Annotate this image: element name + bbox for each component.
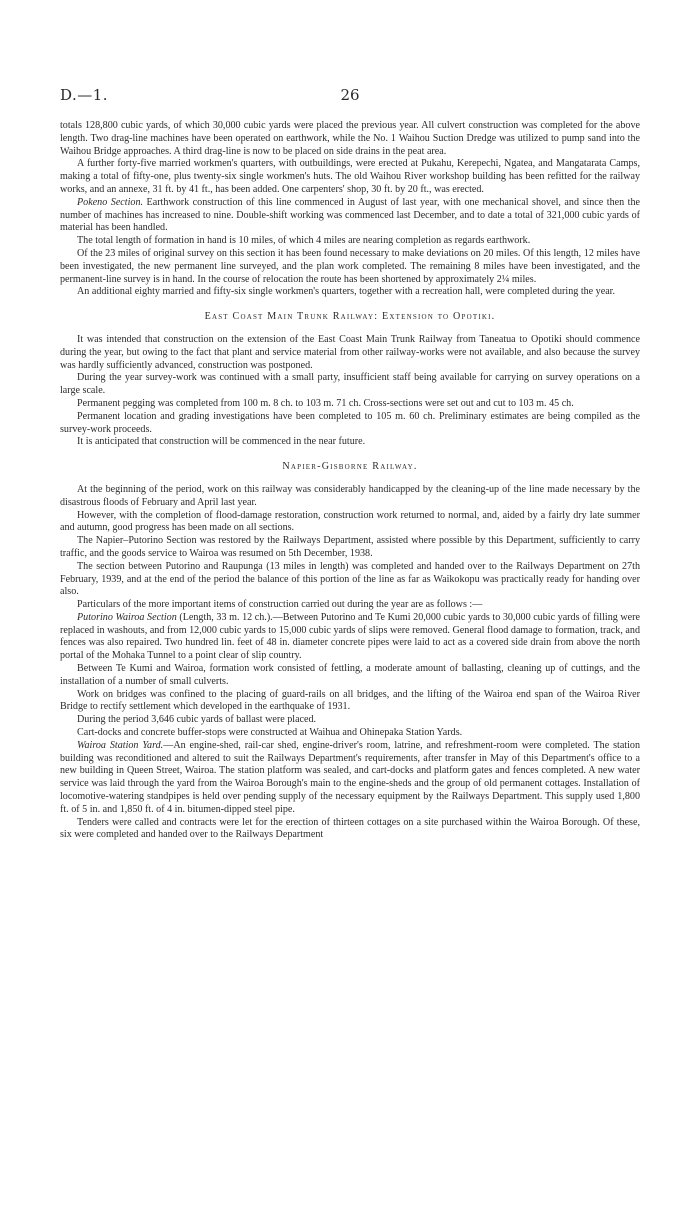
paragraph: Between Te Kumi and Wairoa, formation work consisted of fettling, a moderate amount of ballasting, cleaning up of cuttings, and the installation of a number of small culverts. xyxy=(60,663,640,687)
paragraph: During the period 3,646 cubic yards of ballast were placed. xyxy=(77,714,317,726)
section-heading: East Coast Main Trunk Railway: Extension to Opotiki. xyxy=(204,311,496,323)
paragraph: A further forty-five married workmen's quarters, with outbuildings, were erected at Pukahu, Kerepechi, Ngatea, and Mangatarata Camps, making a total of fifty-one, plus twenty-six single workmen's huts. The old Waihou River workshop building has been refitted for the railway works, and an annexe, 31 ft. by 41 ft., has been added. One carpenters' shop, 30 ft. by 20 ft., was erected. xyxy=(60,158,640,195)
page-header xyxy=(60,86,640,104)
paragraph: Tenders were called and contracts were let for the erection of thirteen cottages on a site purchased within the Wairoa Borough. Of these, six were completed and handed over to the Railways Department xyxy=(60,816,640,841)
paragraph-text: (Length, 33 m. 12 ch.).—Between Putorino and Te Kumi 20,000 cubic yards to 30,000 cubic yards of filling were replaced in washouts, and from 12,000 cubic yards to 15,000 cubic yards of slips were removed. General flood damage to formation, track, and fences was also repaired. Two hundred lin. feet of 48 in. diameter concrete pipes were laid to act as a covered side drain from above the north portal of the Mohaka Tunnel to a point clear of slip country. xyxy=(60,611,640,662)
paragraph: Of the 23 miles of original survey on this section it has been found necessary to make deviations on 20 miles. Of this length, 12 miles have been investigated, the new permanent line surveyed, and the plan work completed. The remaining 8 miles have been investigated, and the permanent-line survey is in hand. In the course of relocation the route has been shortened by approximately 2¼ miles. xyxy=(60,247,640,285)
section-heading: Napier-Gisborne Railway. xyxy=(282,461,418,473)
paragraph: Work on bridges was confined to the placing of guard-rails on all bridges, and the lifting of the Wairoa end span of the Wairoa River Bridge to rectify settlement which developed in the earthquake of 1931. xyxy=(60,688,640,713)
subsection-title: Wairoa Station Yard. xyxy=(77,739,164,751)
paragraph-text: Earthwork construction of this line commenced in August of last year, with one mechanical shovel, and since then the number of machines has increased to nine. Double-shift working was commenced last December, and to date a total of 321,000 cubic yards of material has been handled. xyxy=(60,196,641,234)
page-number: 26 xyxy=(340,86,360,104)
paragraph: totals 128,800 cubic yards, of which 30,000 cubic yards were placed the previous year. All culvert construction was completed for the above length. Two drag-line machines have been operated on earthwork, while the No. 1 Waihou Suction Dredge was utilized to pump sand into the Waihou Bridge approaches. A third drag-line is now to be placed on side drains in the peat area. xyxy=(60,120,640,157)
paragraph: The section between Putorino and Raupunga (13 miles in length) was completed and handed over to the Railways Department on 27th February, 1939, and at the end of the period the balance of this portion of the line as far as Waikokopu was practically ready for handing over also. xyxy=(60,560,640,598)
paragraph xyxy=(60,612,640,663)
paragraph-text: —An engine-shed, rail-car shed, engine-driver's room, latrine, and refreshment-room were completed. The station building was reconditioned and altered to suit the Railways Department's requirements, after transfer in May of this Department's office to a new building in Queen Street, Wairoa. The station platform was sealed, and cart-docks and platform gates and fences completed. A new water service was laid through the yard from the Wairoa Borough's main to the engine-sheds and the group of old permanent cottages. Installation of locomotive-watering standpipes is held over pending supply of the necessary equipment by the Railways Department. This supply used 1,800 ft. of 5 in. and 1,850 ft. of 4 in. bitumen-dipped steel pipe. xyxy=(60,739,640,815)
paragraph: The Napier–Putorino Section was restored by the Railways Department, assisted where possible by this Department, sufficiently to carry traffic, and the goods service to Wairoa was resumed on 5th December, 1938. xyxy=(60,535,640,559)
page-body xyxy=(60,120,640,842)
paragraph: It is anticipated that construction will be commenced in the near future. xyxy=(77,436,366,448)
paragraph: However, with the completion of flood-damage restoration, construction work returned to normal, and, aided by a fairly dry late summer and autumn, good progress has been made on all sections. xyxy=(60,509,640,534)
paragraph: Permanent pegging was completed from 100 m. 8 ch. to 103 m. 71 ch. Cross-sections were set out and cut to 103 m. 45 ch. xyxy=(77,397,574,409)
paragraph: It was intended that construction on the extension of the East Coast Main Trunk Railway from Taneatua to Opotiki should commence during the year, but owing to the fact that plant and service material from other railway-works were not available, and also because the survey was hardly sufficiently advanced, construction was postponed. xyxy=(60,333,640,371)
paragraph: The total length of formation in hand is 10 miles, of which 4 miles are nearing completion as regards earthwork. xyxy=(77,235,531,247)
paragraph: Permanent location and grading investigations have been completed to 105 m. 60 ch. Preliminary estimates are being compiled as the survey-work proceeds. xyxy=(60,410,640,435)
subsection-title: Putorino Wairoa Section xyxy=(77,611,177,623)
paragraph: Particulars of the more important items of construction carried out during the year are as follows :— xyxy=(77,599,483,611)
paragraph xyxy=(60,740,640,817)
paragraph xyxy=(60,197,640,235)
subsection-title: Pokeno Section. xyxy=(77,196,144,208)
paragraph: Cart-docks and concrete buffer-stops were constructed at Waihua and Ohinepaka Station Yards. xyxy=(77,727,463,739)
paragraph: At the beginning of the period, work on this railway was considerably handicapped by the cleaning-up of the line made necessary by the disastrous floods of February and April last year. xyxy=(60,483,640,508)
document-reference: D.—1. xyxy=(60,86,109,104)
paragraph: During the year survey-work was continued with a small party, insufficient staff being available for carrying on survey operations on a large scale. xyxy=(60,372,640,397)
paragraph: An additional eighty married and fifty-six single workmen's quarters, together with a recreation hall, were completed during the year. xyxy=(77,286,616,298)
